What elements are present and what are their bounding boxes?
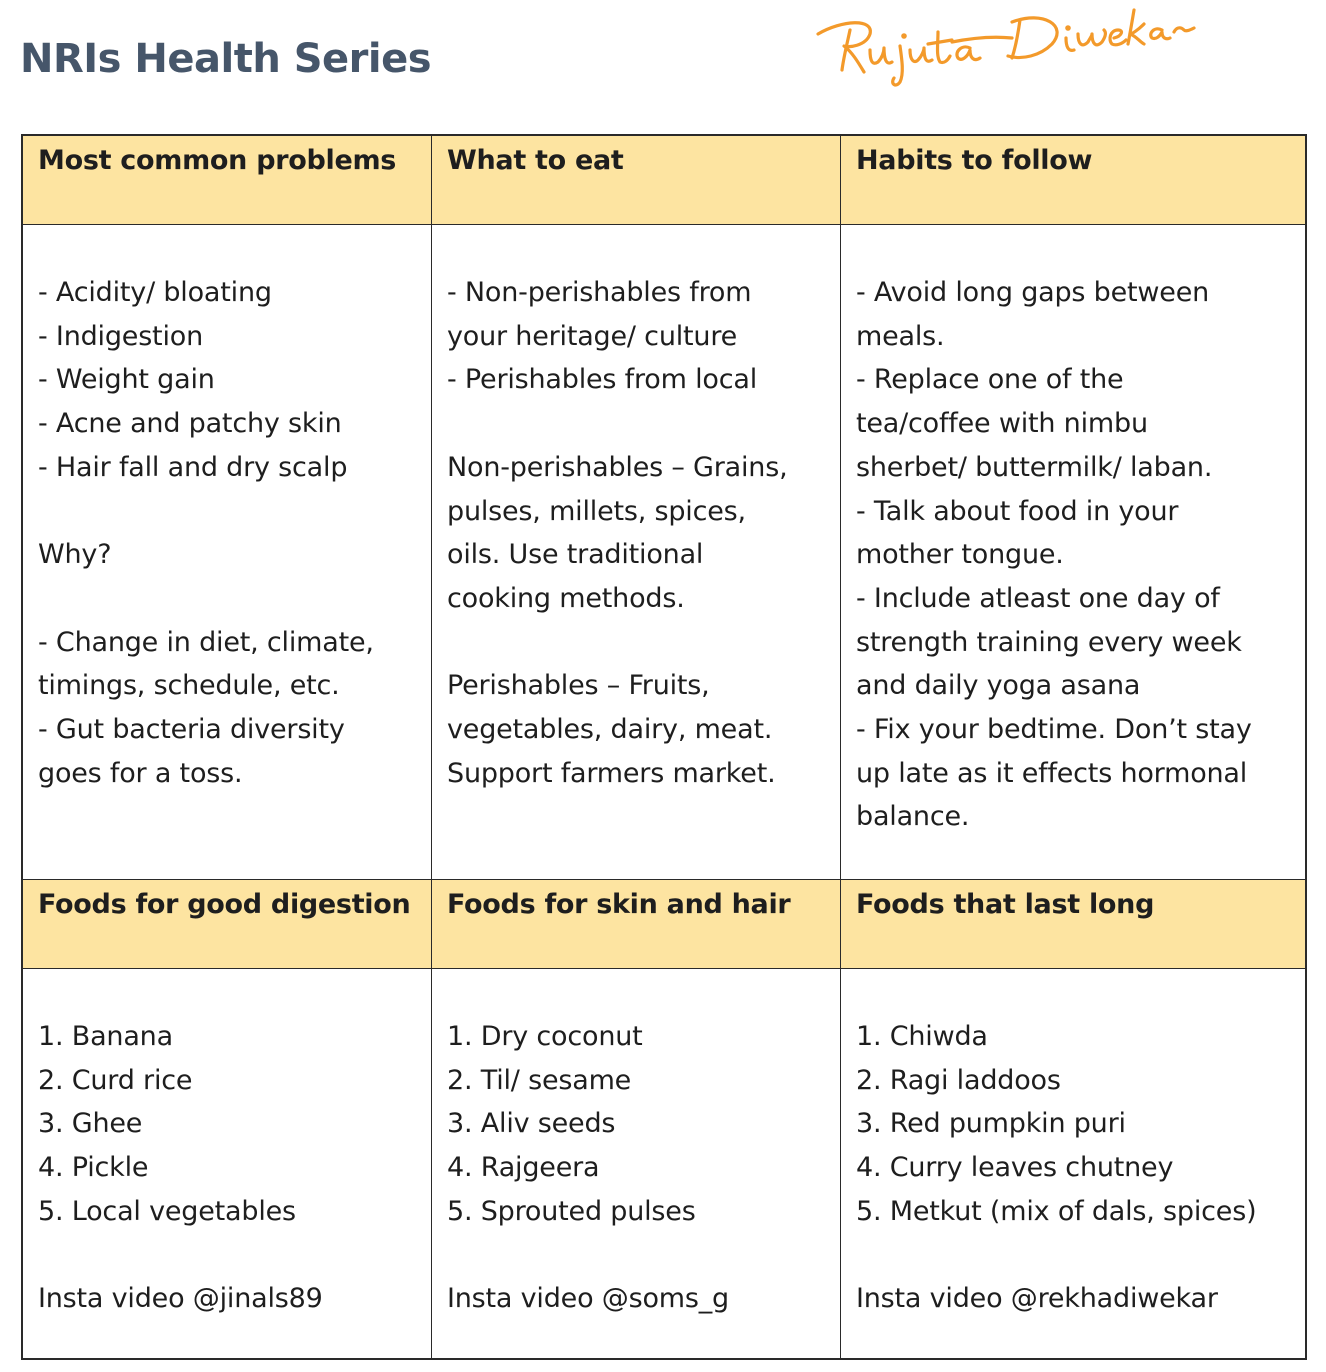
blank-line [447,621,832,665]
cell-line: 3. Aliv seeds [447,1108,616,1140]
digestion-foods-cell [23,969,432,1358]
cell-line: - Perishables from local [447,364,758,396]
cell-line: 3. Red pumpkin puri [856,1108,1126,1140]
blank-line [38,490,423,534]
blank-line [856,1234,1297,1278]
cell-line: - Weight gain [38,364,215,396]
cell-line: your heritage/ culture [447,320,738,352]
cell-line: - Acidity/ bloating [38,277,272,308]
header-what-to-eat: What to eat [432,136,841,225]
long-lasting-foods-cell [841,969,1305,1358]
cell-line: balance. [856,801,970,833]
what-to-eat-cell [432,225,841,880]
blank-line [447,402,832,446]
cell-line: 2. Ragi laddoos [856,1064,1061,1096]
cell-line: Insta video @jinals89 [38,1283,323,1315]
cell-line: 1. Chiwda [856,1021,988,1052]
cell-line: Support farmers market. [447,757,776,789]
cell-line: - Hair fall and dry scalp [38,451,348,483]
cell-line: sherbet/ buttermilk/ laban. [856,451,1213,483]
header-habits-to-follow: Habits to follow [841,136,1305,225]
cell-line: cooking methods. [447,582,685,614]
cell-line: - Gut bacteria diversity [38,714,345,745]
cell-line: - Fix your bedtime. Don’t stay [856,714,1252,746]
cell-line: - Acne and patchy skin [38,408,342,440]
cell-line: strength training every week [856,626,1242,658]
nutrition-table [21,134,1307,1360]
cell-line: Insta video @rekhadiwekar [856,1283,1218,1315]
cell-line: 1. Banana [38,1021,173,1052]
cell-line: 2. Curd rice [38,1064,193,1096]
cell-line: goes for a toss. [38,757,243,789]
cell-line: 4. Pickle [38,1152,149,1184]
cell-line: Perishables – Fruits, [447,670,710,702]
header-most-common-problems: Most common problems [23,136,432,225]
cell-line: 4. Rajgeera [447,1152,600,1184]
cell-line: 5. Local vegetables [38,1195,296,1227]
blank-line [38,577,423,621]
header-foods-that-last-long: Foods that last long [841,880,1305,969]
cell-line: 2. Til/ sesame [447,1064,632,1096]
cell-line: 1. Dry coconut [447,1021,643,1052]
cell-line: pulses, millets, spices, [447,495,746,527]
cell-line: 3. Ghee [38,1108,143,1140]
cell-line: 4. Curry leaves chutney [856,1152,1174,1184]
cell-line: Insta video @soms_g [447,1283,729,1315]
cell-line: up late as it effects hormonal [856,757,1248,789]
cell-line: 5. Sprouted pulses [447,1195,696,1227]
habits-cell [841,225,1305,880]
cell-line: - Include atleast one day of [856,582,1220,614]
signature-logo [812,0,1202,92]
page-title: NRIs Health Series [20,36,432,82]
cell-line: - Talk about food in your [856,495,1179,527]
cell-line: 5. Metkut (mix of dals, spices) [856,1195,1257,1227]
cell-line: - Non-perishables from [447,277,752,308]
cell-line: and daily yoga asana [856,670,1141,702]
skin-hair-foods-cell [432,969,841,1358]
cell-line: oils. Use traditional [447,539,704,571]
cell-line: meals. [856,320,945,352]
header-foods-for-skin-and-hair: Foods for skin and hair [432,880,841,969]
cell-line: - Replace one of the [856,364,1124,396]
cell-line: mother tongue. [856,539,1064,571]
cell-line: - Change in diet, climate, [38,626,374,658]
cell-line: timings, schedule, etc. [38,670,340,702]
cell-line: - Indigestion [38,320,203,352]
cell-line: vegetables, dairy, meat. [447,714,773,745]
cell-line: - Avoid long gaps between [856,277,1210,308]
blank-line [447,1234,832,1278]
blank-line [38,1234,423,1278]
problems-cell [23,225,432,880]
header-foods-for-good-digestion: Foods for good digestion [23,880,432,969]
cell-line: Non-perishables – Grains, [447,451,788,483]
cell-line: Why? [38,539,112,571]
cell-line: tea/coffee with nimbu [856,408,1148,440]
